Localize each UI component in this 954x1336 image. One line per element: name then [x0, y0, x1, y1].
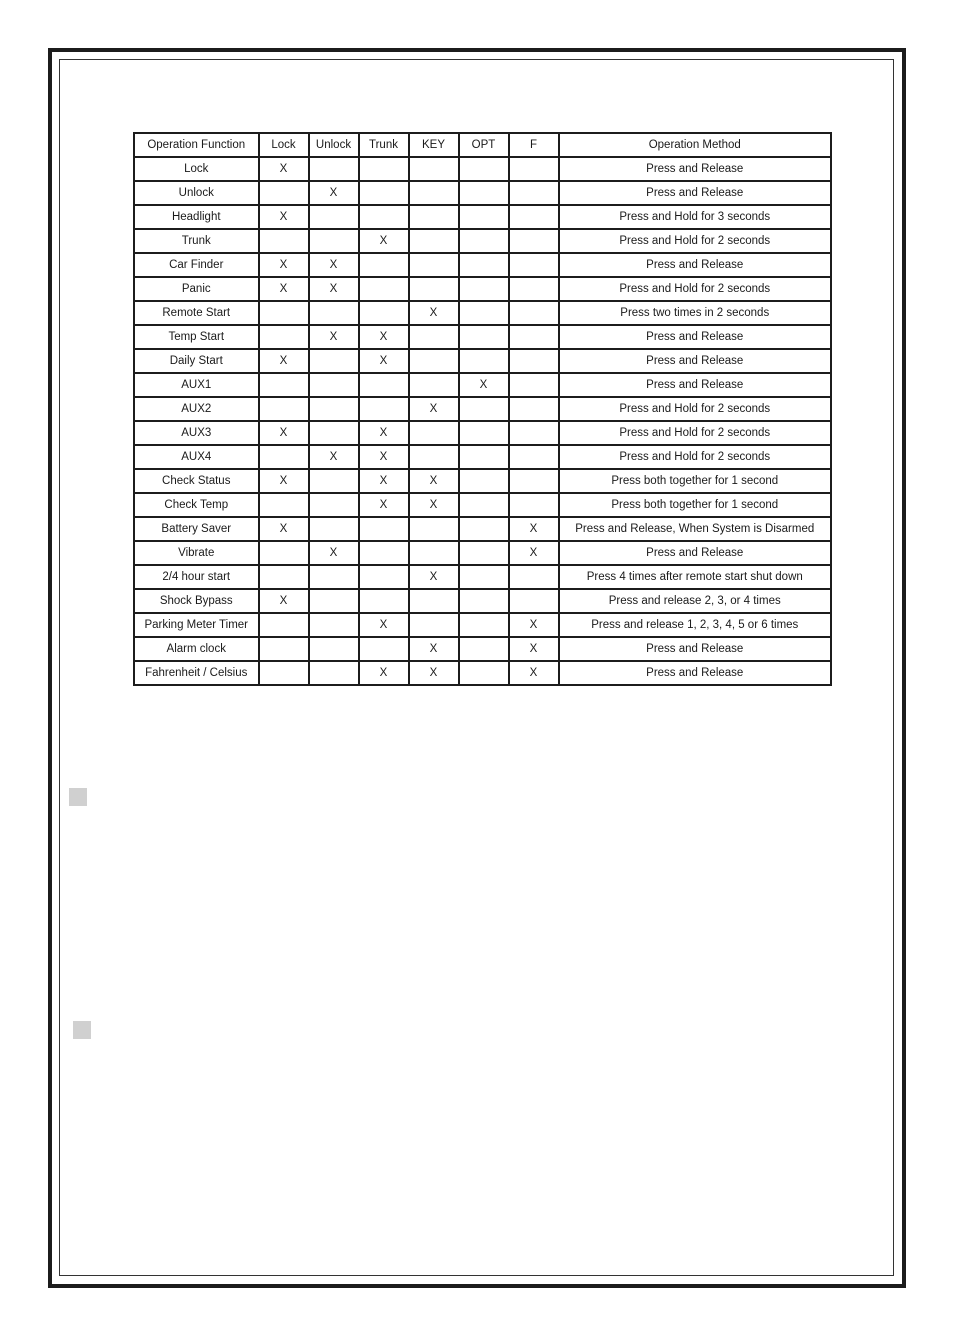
cell-key: X: [409, 661, 459, 685]
cell-opt: [459, 181, 509, 205]
cell-unlock: [309, 613, 359, 637]
cell-operation-function: Trunk: [134, 229, 259, 253]
table-row: [134, 277, 831, 301]
table-row: [134, 541, 831, 565]
cell-opt: [459, 445, 509, 469]
cell-lock: X: [259, 469, 309, 493]
header-f: F: [509, 133, 559, 157]
cell-key: X: [409, 637, 459, 661]
cell-trunk: [359, 205, 409, 229]
cell-lock: X: [259, 157, 309, 181]
cell-operation-method: Press and Hold for 2 seconds: [559, 445, 832, 469]
cell-trunk: [359, 301, 409, 325]
cell-lock: [259, 325, 309, 349]
cell-operation-method: Press and release 1, 2, 3, 4, 5 or 6 times: [559, 613, 832, 637]
cell-operation-function: Remote Start: [134, 301, 259, 325]
cell-operation-function: Battery Saver: [134, 517, 259, 541]
cell-unlock: [309, 493, 359, 517]
cell-key: [409, 229, 459, 253]
cell-operation-function: Check Status: [134, 469, 259, 493]
cell-lock: [259, 181, 309, 205]
cell-operation-method: Press and Release: [559, 181, 832, 205]
table-row: [134, 373, 831, 397]
cell-lock: [259, 397, 309, 421]
table-row: [134, 325, 831, 349]
header-unlock: Unlock: [309, 133, 359, 157]
cell-operation-function: Unlock: [134, 181, 259, 205]
cell-lock: [259, 229, 309, 253]
cell-operation-function: Lock: [134, 157, 259, 181]
cell-unlock: X: [309, 445, 359, 469]
cell-f: [509, 397, 559, 421]
cell-trunk: X: [359, 613, 409, 637]
cell-key: [409, 613, 459, 637]
cell-key: X: [409, 397, 459, 421]
cell-opt: [459, 397, 509, 421]
table-row: [134, 229, 831, 253]
cell-lock: X: [259, 589, 309, 613]
cell-opt: [459, 469, 509, 493]
gray-marker-square: [73, 1021, 91, 1039]
cell-operation-function: Alarm clock: [134, 637, 259, 661]
cell-operation-function: AUX2: [134, 397, 259, 421]
table-row: [134, 613, 831, 637]
cell-lock: [259, 565, 309, 589]
cell-operation-function: Car Finder: [134, 253, 259, 277]
cell-operation-method: Press and Release: [559, 637, 832, 661]
cell-key: [409, 421, 459, 445]
cell-f: [509, 421, 559, 445]
cell-opt: [459, 421, 509, 445]
cell-operation-function: Daily Start: [134, 349, 259, 373]
cell-lock: [259, 541, 309, 565]
table-row: [134, 637, 831, 661]
cell-lock: X: [259, 277, 309, 301]
cell-lock: [259, 613, 309, 637]
table-row: [134, 205, 831, 229]
cell-opt: [459, 349, 509, 373]
cell-trunk: [359, 589, 409, 613]
cell-opt: [459, 637, 509, 661]
cell-opt: [459, 157, 509, 181]
cell-operation-method: Press both together for 1 second: [559, 469, 832, 493]
gray-marker-square: [69, 788, 87, 806]
cell-trunk: [359, 637, 409, 661]
table-row: [134, 397, 831, 421]
cell-opt: [459, 493, 509, 517]
cell-f: [509, 253, 559, 277]
cell-unlock: [309, 637, 359, 661]
header-opt: OPT: [459, 133, 509, 157]
cell-trunk: X: [359, 445, 409, 469]
header-trunk: Trunk: [359, 133, 409, 157]
cell-key: [409, 349, 459, 373]
cell-operation-method: Press and Hold for 2 seconds: [559, 397, 832, 421]
cell-f: [509, 277, 559, 301]
cell-trunk: [359, 373, 409, 397]
cell-key: [409, 589, 459, 613]
cell-f: X: [509, 661, 559, 685]
cell-key: [409, 541, 459, 565]
cell-operation-function: Panic: [134, 277, 259, 301]
cell-trunk: [359, 397, 409, 421]
cell-opt: [459, 229, 509, 253]
header-key: KEY: [409, 133, 459, 157]
cell-f: [509, 469, 559, 493]
cell-lock: [259, 301, 309, 325]
cell-unlock: [309, 397, 359, 421]
cell-operation-function: AUX4: [134, 445, 259, 469]
cell-trunk: [359, 253, 409, 277]
cell-f: X: [509, 541, 559, 565]
cell-operation-method: Press and Release: [559, 253, 832, 277]
cell-unlock: X: [309, 325, 359, 349]
header-lock: Lock: [259, 133, 309, 157]
cell-lock: [259, 637, 309, 661]
cell-opt: [459, 661, 509, 685]
cell-operation-method: Press and Release: [559, 541, 832, 565]
cell-f: [509, 589, 559, 613]
cell-f: [509, 373, 559, 397]
cell-f: [509, 325, 559, 349]
cell-operation-method: Press and Hold for 2 seconds: [559, 421, 832, 445]
cell-lock: X: [259, 421, 309, 445]
cell-key: [409, 517, 459, 541]
table-row: [134, 469, 831, 493]
table-row: [134, 517, 831, 541]
cell-lock: [259, 493, 309, 517]
cell-trunk: [359, 541, 409, 565]
cell-trunk: X: [359, 469, 409, 493]
cell-trunk: [359, 277, 409, 301]
cell-lock: [259, 661, 309, 685]
cell-opt: [459, 301, 509, 325]
cell-operation-method: Press and Release: [559, 373, 832, 397]
cell-f: [509, 229, 559, 253]
table-row: [134, 157, 831, 181]
table-row: [134, 421, 831, 445]
cell-trunk: X: [359, 229, 409, 253]
cell-unlock: [309, 661, 359, 685]
cell-f: X: [509, 517, 559, 541]
cell-unlock: [309, 373, 359, 397]
cell-operation-method: Press and Hold for 2 seconds: [559, 229, 832, 253]
cell-operation-function: Check Temp: [134, 493, 259, 517]
cell-f: [509, 349, 559, 373]
cell-key: X: [409, 565, 459, 589]
cell-operation-method: Press and Release: [559, 349, 832, 373]
cell-trunk: X: [359, 349, 409, 373]
cell-trunk: X: [359, 661, 409, 685]
cell-unlock: [309, 349, 359, 373]
cell-trunk: X: [359, 421, 409, 445]
cell-f: [509, 493, 559, 517]
cell-f: [509, 445, 559, 469]
table-row: [134, 349, 831, 373]
table-row: [134, 253, 831, 277]
cell-lock: X: [259, 205, 309, 229]
table-row: [134, 181, 831, 205]
cell-opt: [459, 613, 509, 637]
cell-lock: [259, 445, 309, 469]
cell-trunk: X: [359, 493, 409, 517]
cell-f: [509, 301, 559, 325]
cell-unlock: [309, 589, 359, 613]
cell-opt: [459, 325, 509, 349]
cell-operation-function: Temp Start: [134, 325, 259, 349]
cell-unlock: [309, 301, 359, 325]
cell-key: [409, 325, 459, 349]
cell-unlock: [309, 469, 359, 493]
cell-operation-method: Press and Release: [559, 157, 832, 181]
table-row: [134, 589, 831, 613]
header-operation-function: Operation Function: [134, 133, 259, 157]
cell-key: [409, 277, 459, 301]
cell-unlock: [309, 565, 359, 589]
cell-operation-method: Press and Hold for 2 seconds: [559, 277, 832, 301]
cell-lock: X: [259, 517, 309, 541]
cell-lock: X: [259, 349, 309, 373]
cell-f: [509, 157, 559, 181]
cell-operation-method: Press 4 times after remote start shut down: [559, 565, 832, 589]
cell-key: [409, 181, 459, 205]
cell-unlock: X: [309, 181, 359, 205]
header-operation-method: Operation Method: [559, 133, 832, 157]
cell-key: [409, 205, 459, 229]
cell-key: X: [409, 493, 459, 517]
table-row: [134, 565, 831, 589]
cell-opt: X: [459, 373, 509, 397]
cell-lock: [259, 373, 309, 397]
cell-trunk: [359, 565, 409, 589]
cell-f: [509, 565, 559, 589]
cell-operation-function: AUX3: [134, 421, 259, 445]
cell-trunk: [359, 157, 409, 181]
cell-operation-method: Press both together for 1 second: [559, 493, 832, 517]
cell-key: [409, 253, 459, 277]
cell-operation-method: Press and release 2, 3, or 4 times: [559, 589, 832, 613]
cell-f: X: [509, 637, 559, 661]
cell-opt: [459, 277, 509, 301]
cell-unlock: [309, 205, 359, 229]
cell-key: [409, 373, 459, 397]
cell-key: X: [409, 301, 459, 325]
cell-f: [509, 205, 559, 229]
cell-operation-method: Press and Hold for 3 seconds: [559, 205, 832, 229]
cell-operation-function: AUX1: [134, 373, 259, 397]
cell-f: X: [509, 613, 559, 637]
table-row: [134, 493, 831, 517]
table-row: [134, 445, 831, 469]
cell-trunk: X: [359, 325, 409, 349]
cell-lock: X: [259, 253, 309, 277]
cell-trunk: [359, 181, 409, 205]
cell-unlock: [309, 421, 359, 445]
cell-operation-method: Press and Release: [559, 661, 832, 685]
cell-unlock: X: [309, 541, 359, 565]
cell-operation-method: Press and Release: [559, 325, 832, 349]
cell-unlock: [309, 517, 359, 541]
cell-operation-function: Shock Bypass: [134, 589, 259, 613]
cell-unlock: X: [309, 253, 359, 277]
table-header-row: [134, 133, 831, 157]
cell-opt: [459, 253, 509, 277]
cell-opt: [459, 517, 509, 541]
cell-opt: [459, 565, 509, 589]
cell-operation-function: Parking Meter Timer: [134, 613, 259, 637]
cell-operation-function: Headlight: [134, 205, 259, 229]
cell-opt: [459, 541, 509, 565]
cell-opt: [459, 589, 509, 613]
cell-operation-function: Fahrenheit / Celsius: [134, 661, 259, 685]
cell-unlock: [309, 229, 359, 253]
cell-operation-method: Press and Release, When System is Disarmed: [559, 517, 832, 541]
cell-key: X: [409, 469, 459, 493]
table-row: [134, 301, 831, 325]
cell-operation-method: Press two times in 2 seconds: [559, 301, 832, 325]
cell-operation-function: 2/4 hour start: [134, 565, 259, 589]
cell-opt: [459, 205, 509, 229]
cell-trunk: [359, 517, 409, 541]
cell-f: [509, 181, 559, 205]
cell-unlock: X: [309, 277, 359, 301]
operations-table: [133, 132, 832, 686]
cell-unlock: [309, 157, 359, 181]
cell-key: [409, 445, 459, 469]
table-row: [134, 661, 831, 685]
cell-key: [409, 157, 459, 181]
cell-operation-function: Vibrate: [134, 541, 259, 565]
